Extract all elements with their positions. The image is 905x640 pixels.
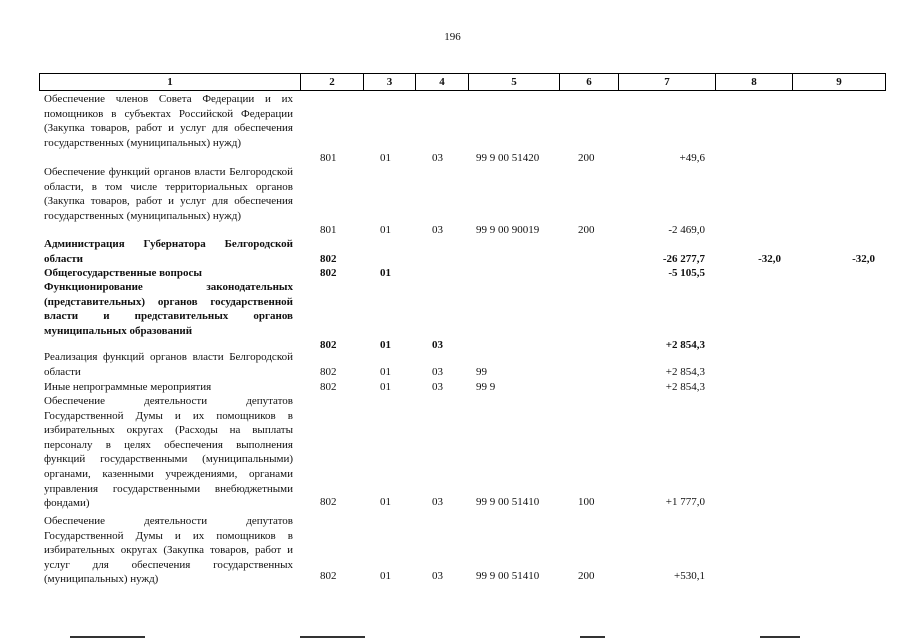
- footer-line: [70, 636, 145, 638]
- row-col-3: 01: [380, 570, 391, 582]
- row-col-2: 802: [320, 267, 337, 279]
- header-col-1: 1: [40, 74, 301, 91]
- row-col-6: 200: [578, 224, 595, 236]
- footer-line: [580, 636, 605, 638]
- row-col-5: 99 9 00 51410: [476, 496, 540, 508]
- row-col-5: 99 9 00 51420: [476, 152, 540, 164]
- row-col-7: +2 854,3: [665, 381, 705, 393]
- row-col-5: 99 9 00 90019: [476, 224, 540, 236]
- row-col-4: 03: [432, 570, 443, 582]
- row-col-2: 802: [320, 570, 337, 582]
- row-description: Функционирование законодательных (представительных) органов государственной власти и представительных органов муниципальных образований: [44, 281, 293, 337]
- header-col-6: 6: [560, 74, 619, 91]
- row-col-2: 801: [320, 152, 337, 164]
- row-col-5: 99 9: [476, 381, 496, 393]
- row-description: Обеспечение членов Совета Федерации и их помощников в субъектах Российской Федерации (Закупка товаров, работ и услуг для обеспечения государственных (муниципальных) нужд): [44, 93, 293, 149]
- row-col-2: 801: [320, 224, 337, 236]
- header-col-3: 3: [364, 74, 416, 91]
- row-col-4: 03: [432, 496, 443, 508]
- row-col-3: 01: [380, 339, 391, 351]
- row-col-3: 01: [380, 366, 391, 378]
- row-col-2: 802: [320, 381, 337, 393]
- row-col-3: 01: [380, 224, 391, 236]
- row-col-4: 03: [432, 366, 443, 378]
- row-col-7: +1 777,0: [665, 496, 705, 508]
- row-col-2: 802: [320, 496, 337, 508]
- row-description: Реализация функций органов власти Белгородской области: [44, 351, 293, 378]
- row-description: Администрация Губернатора Белгородской области: [44, 238, 293, 265]
- header-col-7: 7: [619, 74, 716, 91]
- row-col-4: 03: [432, 339, 443, 351]
- header-col-8: 8: [716, 74, 793, 91]
- row-col-8: -32,0: [758, 253, 781, 265]
- header-col-5: 5: [469, 74, 560, 91]
- row-col-7: -5 105,5: [668, 267, 705, 279]
- row-col-3: 01: [380, 152, 391, 164]
- row-col-5: 99 9 00 51410: [476, 570, 540, 582]
- page-number: 196: [444, 31, 461, 43]
- header-col-9: 9: [793, 74, 886, 91]
- row-col-2: 802: [320, 339, 337, 351]
- row-col-6: 100: [578, 496, 595, 508]
- row-description: Обеспечение функций органов власти Белгородской области, в том числе территориальных органов (Закупка товаров, работ и услуг для обеспечения государственных (муниципальных) нужд): [44, 166, 293, 222]
- footer-line: [300, 636, 365, 638]
- row-col-7: +49,6: [679, 152, 705, 164]
- row-col-4: 03: [432, 224, 443, 236]
- row-col-7: -26 277,7: [662, 253, 705, 265]
- row-col-3: 01: [380, 267, 391, 279]
- row-col-4: 03: [432, 381, 443, 393]
- table-header: [39, 73, 886, 91]
- row-col-2: 802: [320, 253, 337, 265]
- row-col-7: -2 469,0: [668, 224, 705, 236]
- row-col-6: 200: [578, 570, 595, 582]
- row-col-5: 99: [476, 366, 487, 378]
- row-col-3: 01: [380, 496, 391, 508]
- row-col-7: +2 854,3: [665, 366, 705, 378]
- row-col-3: 01: [380, 381, 391, 393]
- row-col-9: -32,0: [852, 253, 875, 265]
- row-col-6: 200: [578, 152, 595, 164]
- row-description: Иные непрограммные мероприятия: [44, 381, 212, 393]
- row-col-7: +2 854,3: [665, 339, 705, 351]
- row-col-7: +530,1: [674, 570, 705, 582]
- row-description: Общегосударственные вопросы: [44, 267, 202, 279]
- row-description: Обеспечение деятельности депутатов Государственной Думы и их помощников в избирательных округах (Закупка товаров, работ и услуг для обеспечения государственных (муниципальных) нужд): [44, 515, 293, 586]
- row-description: Обеспечение деятельности депутатов Государственной Думы и их помощников в избирательных округах (Расходы на выплаты персоналу в целях обеспечения выполнения функций государственными (муниципальными) органами, казенными учреждениями, органами управления государственными внебюджетными фондами): [44, 395, 293, 510]
- row-col-4: 03: [432, 152, 443, 164]
- header-col-2: 2: [301, 74, 364, 91]
- footer-line: [760, 636, 800, 638]
- header-col-4: 4: [416, 74, 469, 91]
- row-col-2: 802: [320, 366, 337, 378]
